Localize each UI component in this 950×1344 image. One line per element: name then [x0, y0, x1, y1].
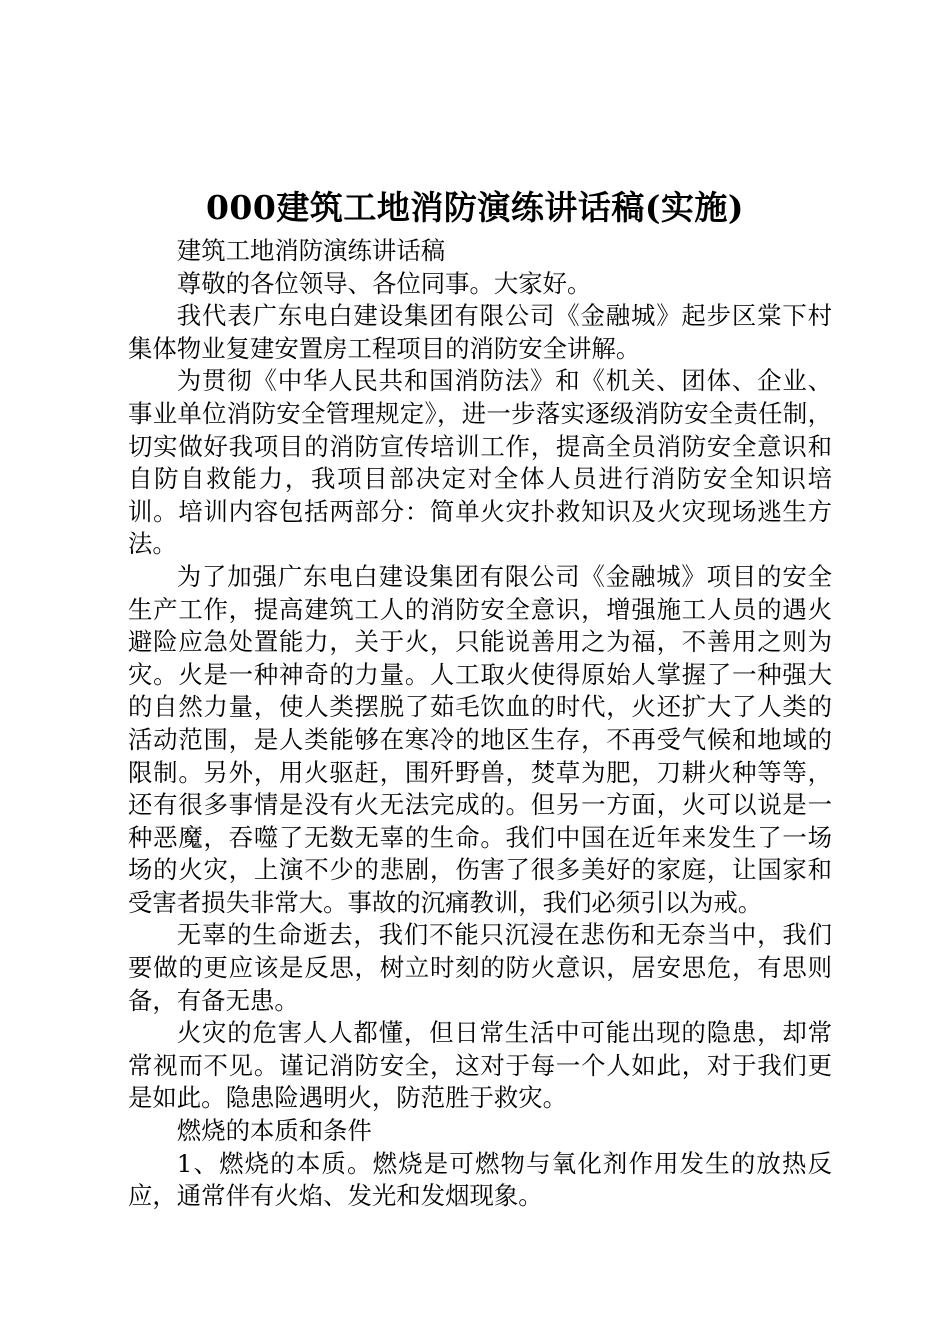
paragraph-fire-discussion: 为了加强广东电白建设集团有限公司《金融城》项目的安全生产工作，提高建筑工人的消防安全意识，增强施工人员的遇火避险应急处置能力，关于火，只能说善用之为福，不善用之则为灾。火是一种神奇的力量。人工取火使得原始人掌握了一种强大的自然力量，使人类摆脱了茹毛饮血的时代，火还扩大了人类的活动范围，是人类能够在寒冷的地区生存，不再受气候和地域的限制。另外，用火驱赶，围歼野兽，焚草为肥，刀耕火种等等，还有很多事情是没有火无法完成的。但另一方面，火可以说是一种恶魔，吞噬了无数无辜的生命。我们中国在近年来发生了一场场的火灾，上演不少的悲剧，伤害了很多美好的家庭，让国家和受害者损失非常大。事故的沉痛教训，我们必须引以为戒。 — [128, 561, 832, 917]
paragraph-greeting: 尊敬的各位领导、各位同事。大家好。 — [176, 268, 592, 298]
paragraph-combustion-nature: 1、燃烧的本质。燃烧是可燃物与氧化剂作用发生的放热反应，通常伴有火焰、发光和发烟现象。 — [128, 1148, 832, 1211]
paragraph-hazards: 火灾的危害人人都懂，但日常生活中可能出现的隐患，却常常视而不见。谨记消防安全，这对于每一个人如此，对于我们更是如此。隐患险遇明火，防范胜于救灾。 — [128, 1018, 832, 1113]
section-heading-combustion: 燃烧的本质和条件 — [176, 1116, 372, 1146]
paragraph-reflection: 无辜的生命逝去，我们不能只沉浸在悲伤和无奈当中，我们要做的更应该是反思，树立时刻的防火意识，居安思危，有思则备，有备无患。 — [128, 920, 832, 1015]
paragraph-subtitle: 建筑工地消防演练讲话稿 — [176, 236, 446, 265]
document-body — [128, 235, 832, 1213]
paragraph-training-purpose: 为贯彻《中华人民共和国消防法》和《机关、团体、企业、事业单位消防安全管理规定》，进一步落实逐级消防安全责任制，切实做好我项目的消防宣传培训工作，提高全员消防安全意识和自防自救能力，我项目部决定对全体人员进行消防安全知识培训。培训内容包括两部分：简单火灾扑救知识及火灾现场逃生方法。 — [128, 366, 832, 559]
paragraph-introduction: 我代表广东电白建设集团有限公司《金融城》起步区棠下村集体物业复建安置房工程项目的消防安全讲解。 — [128, 301, 832, 363]
document-title: 000建筑工地消防演练讲话稿(实施) — [205, 188, 745, 227]
